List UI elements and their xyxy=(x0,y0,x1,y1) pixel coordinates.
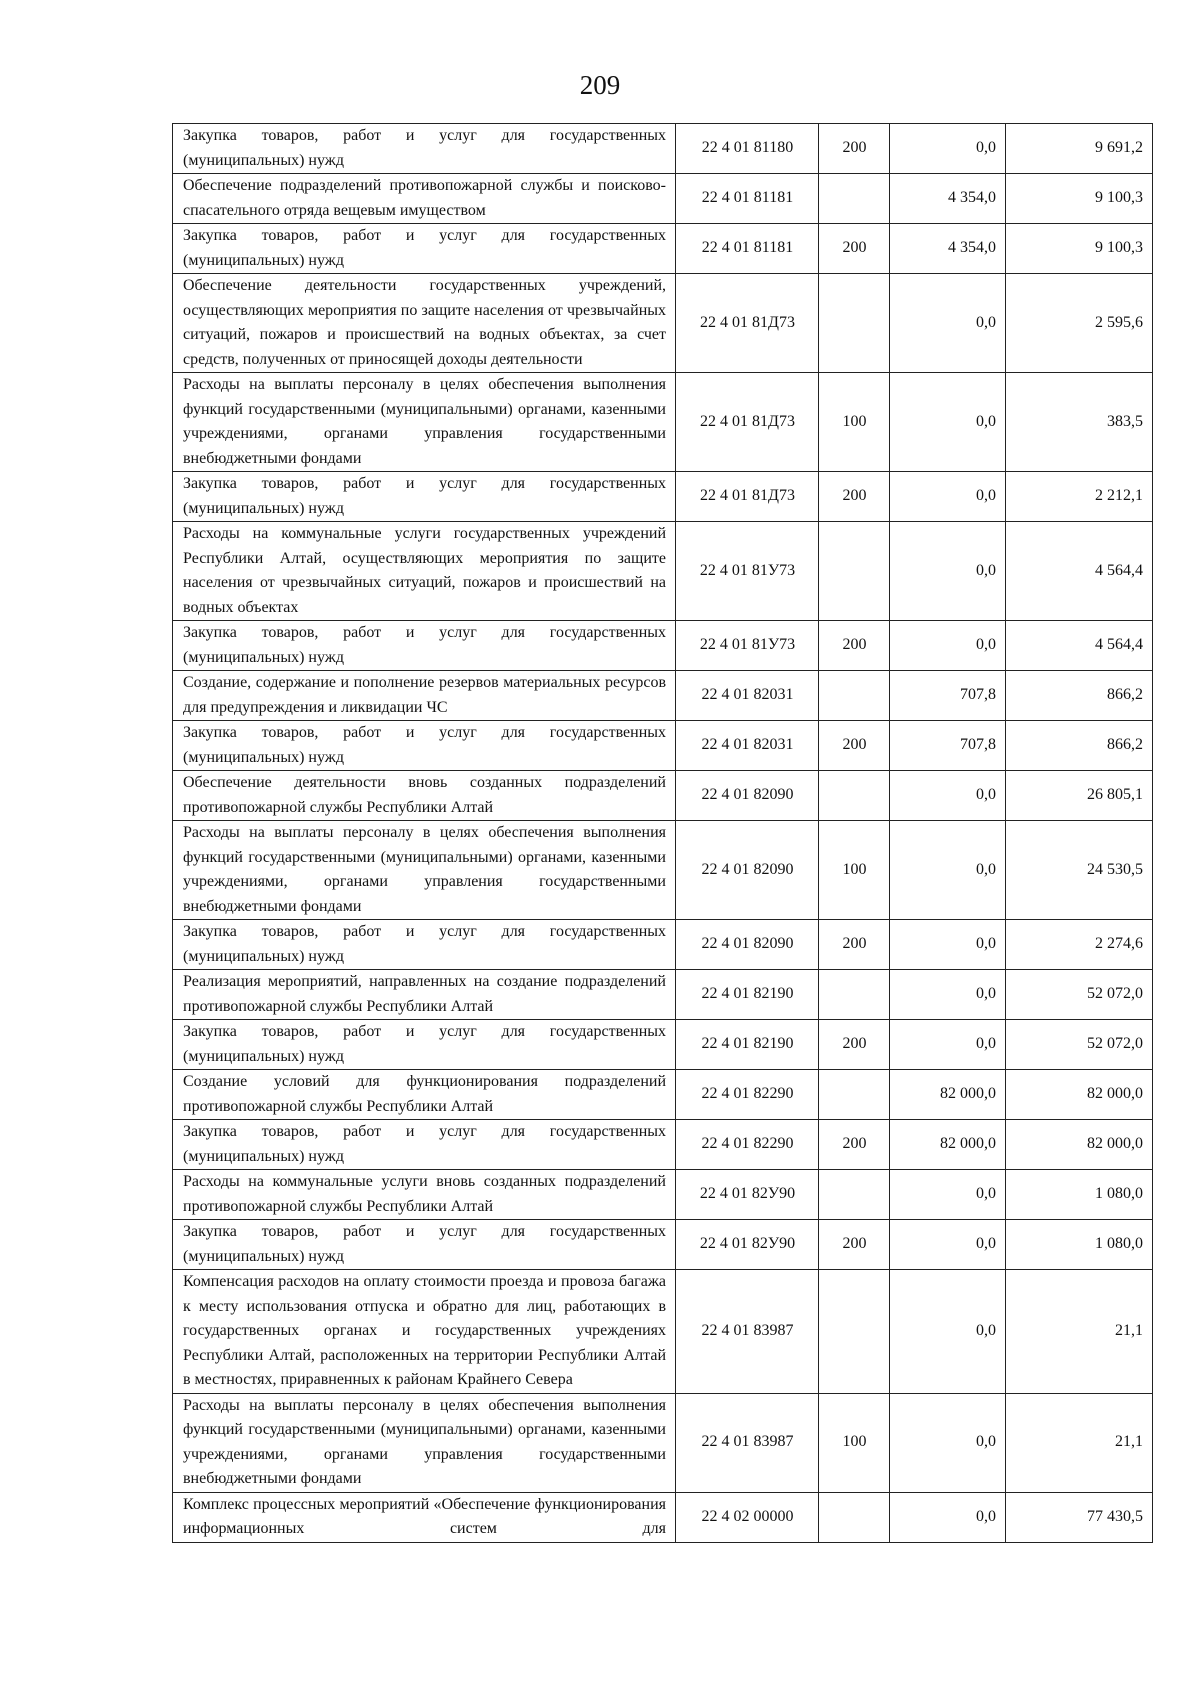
row-target-code: 22 4 01 81У73 xyxy=(676,621,819,671)
table-row xyxy=(173,1393,1153,1492)
row-expense-kind xyxy=(819,1492,890,1542)
row-target-code: 22 4 01 82190 xyxy=(676,1020,819,1070)
row-name: Компенсация расходов на оплату стоимости проезда и провоза багажа к месту использования отпуска и обратно для лиц, работающих в государственных органах и государственных учреждениях Республики Алтай, расположенных на территории Республики Алтай в местностях, приравненных к районам Крайнего Севера xyxy=(173,1270,676,1394)
row-amount-2: 383,5 xyxy=(1006,373,1153,472)
row-expense-kind xyxy=(819,1170,890,1220)
row-name: Закупка товаров, работ и услуг для государственных (муниципальных) нужд xyxy=(173,621,676,671)
row-expense-kind: 100 xyxy=(819,373,890,472)
row-amount-2: 1 080,0 xyxy=(1006,1170,1153,1220)
row-amount-2: 77 430,5 xyxy=(1006,1492,1153,1542)
row-target-code: 22 4 01 81181 xyxy=(676,224,819,274)
row-target-code: 22 4 01 81Д73 xyxy=(676,472,819,522)
row-target-code: 22 4 01 82290 xyxy=(676,1120,819,1170)
row-name: Закупка товаров, работ и услуг для государственных (муниципальных) нужд xyxy=(173,1220,676,1270)
row-expense-kind: 200 xyxy=(819,920,890,970)
page-number: 209 xyxy=(579,70,621,100)
row-target-code: 22 4 01 82090 xyxy=(676,821,819,920)
row-name: Закупка товаров, работ и услуг для государственных (муниципальных) нужд xyxy=(173,1020,676,1070)
table-row xyxy=(173,373,1153,472)
row-amount-2: 866,2 xyxy=(1006,671,1153,721)
row-target-code: 22 4 01 82090 xyxy=(676,920,819,970)
row-expense-kind: 200 xyxy=(819,472,890,522)
row-amount-1: 0,0 xyxy=(890,771,1006,821)
row-amount-2: 2 274,6 xyxy=(1006,920,1153,970)
row-amount-2: 82 000,0 xyxy=(1006,1070,1153,1120)
row-target-code: 22 4 01 82090 xyxy=(676,771,819,821)
table-row xyxy=(173,1220,1153,1270)
table-row xyxy=(173,224,1153,274)
row-name: Закупка товаров, работ и услуг для государственных (муниципальных) нужд xyxy=(173,721,676,771)
table-row xyxy=(173,1120,1153,1170)
row-amount-2: 9 100,3 xyxy=(1006,174,1153,224)
row-amount-1: 0,0 xyxy=(890,522,1006,621)
row-amount-2: 866,2 xyxy=(1006,721,1153,771)
table-row xyxy=(173,1170,1153,1220)
row-amount-1: 0,0 xyxy=(890,1270,1006,1394)
row-name: Закупка товаров, работ и услуг для государственных (муниципальных) нужд xyxy=(173,472,676,522)
row-target-code: 22 4 01 81У73 xyxy=(676,522,819,621)
row-amount-2: 52 072,0 xyxy=(1006,970,1153,1020)
row-amount-1: 0,0 xyxy=(890,1020,1006,1070)
row-expense-kind: 200 xyxy=(819,621,890,671)
row-target-code: 22 4 01 83987 xyxy=(676,1270,819,1394)
table-row xyxy=(173,970,1153,1020)
row-amount-1: 0,0 xyxy=(890,1393,1006,1492)
row-name: Комплекс процессных мероприятий «Обеспечение функционирования информационных систем для xyxy=(173,1492,676,1542)
row-amount-1: 0,0 xyxy=(890,970,1006,1020)
row-expense-kind xyxy=(819,274,890,373)
row-name: Расходы на выплаты персоналу в целях обеспечения выполнения функций государственными (муниципальными) органами, казенными учреждениями, органами управления государственными внебюджетными фондами xyxy=(173,821,676,920)
row-target-code: 22 4 01 82У90 xyxy=(676,1170,819,1220)
row-expense-kind xyxy=(819,771,890,821)
row-expense-kind xyxy=(819,522,890,621)
row-amount-1: 0,0 xyxy=(890,821,1006,920)
budget-table xyxy=(172,123,1153,1543)
row-amount-2: 4 564,4 xyxy=(1006,522,1153,621)
row-amount-2: 2 595,6 xyxy=(1006,274,1153,373)
row-target-code: 22 4 02 00000 xyxy=(676,1492,819,1542)
row-name: Расходы на выплаты персоналу в целях обеспечения выполнения функций государственными (муниципальными) органами, казенными учреждениями, органами управления государственными внебюджетными фондами xyxy=(173,373,676,472)
row-amount-2: 24 530,5 xyxy=(1006,821,1153,920)
table-row xyxy=(173,472,1153,522)
row-expense-kind: 100 xyxy=(819,821,890,920)
table-row xyxy=(173,124,1153,174)
row-amount-1: 0,0 xyxy=(890,373,1006,472)
row-name: Реализация мероприятий, направленных на создание подразделений противопожарной службы Республики Алтай xyxy=(173,970,676,1020)
row-amount-2: 1 080,0 xyxy=(1006,1220,1153,1270)
table-row xyxy=(173,771,1153,821)
row-name: Расходы на коммунальные услуги государственных учреждений Республики Алтай, осуществляющих мероприятия по защите населения от чрезвычайных ситуаций, пожаров и происшествий на водных объектах xyxy=(173,522,676,621)
row-expense-kind xyxy=(819,970,890,1020)
row-amount-1: 707,8 xyxy=(890,721,1006,771)
row-target-code: 22 4 01 81181 xyxy=(676,174,819,224)
row-amount-1: 0,0 xyxy=(890,124,1006,174)
row-name: Закупка товаров, работ и услуг для государственных (муниципальных) нужд xyxy=(173,1120,676,1170)
row-target-code: 22 4 01 81Д73 xyxy=(676,373,819,472)
row-expense-kind: 200 xyxy=(819,1020,890,1070)
row-amount-2: 4 564,4 xyxy=(1006,621,1153,671)
table-row xyxy=(173,174,1153,224)
row-expense-kind: 200 xyxy=(819,1120,890,1170)
row-name: Закупка товаров, работ и услуг для государственных (муниципальных) нужд xyxy=(173,920,676,970)
table-row xyxy=(173,721,1153,771)
row-amount-2: 82 000,0 xyxy=(1006,1120,1153,1170)
row-amount-2: 9 691,2 xyxy=(1006,124,1153,174)
row-expense-kind: 200 xyxy=(819,1220,890,1270)
row-amount-1: 0,0 xyxy=(890,1170,1006,1220)
row-name: Закупка товаров, работ и услуг для государственных (муниципальных) нужд xyxy=(173,124,676,174)
row-amount-2: 9 100,3 xyxy=(1006,224,1153,274)
row-amount-1: 0,0 xyxy=(890,621,1006,671)
table-row xyxy=(173,621,1153,671)
row-expense-kind: 200 xyxy=(819,124,890,174)
row-amount-2: 21,1 xyxy=(1006,1270,1153,1394)
row-name: Обеспечение деятельности государственных учреждений, осуществляющих мероприятия по защите населения от чрезвычайных ситуаций, пожаров и происшествий на водных объектах, за счет средств, полученных от приносящей доходы деятельности xyxy=(173,274,676,373)
row-expense-kind xyxy=(819,671,890,721)
row-expense-kind: 100 xyxy=(819,1393,890,1492)
row-target-code: 22 4 01 82031 xyxy=(676,721,819,771)
row-amount-1: 82 000,0 xyxy=(890,1070,1006,1120)
table-row xyxy=(173,1070,1153,1120)
row-amount-1: 82 000,0 xyxy=(890,1120,1006,1170)
row-expense-kind xyxy=(819,1070,890,1120)
row-expense-kind xyxy=(819,174,890,224)
table-row xyxy=(173,1020,1153,1070)
table-row xyxy=(173,1270,1153,1394)
table-row xyxy=(173,821,1153,920)
row-amount-1: 4 354,0 xyxy=(890,224,1006,274)
table-row xyxy=(173,920,1153,970)
row-target-code: 22 4 01 82290 xyxy=(676,1070,819,1120)
row-amount-1: 4 354,0 xyxy=(890,174,1006,224)
table-row xyxy=(173,522,1153,621)
table-row xyxy=(173,274,1153,373)
budget-table-body xyxy=(173,124,1153,1543)
row-amount-1: 0,0 xyxy=(890,920,1006,970)
row-target-code: 22 4 01 82У90 xyxy=(676,1220,819,1270)
row-target-code: 22 4 01 83987 xyxy=(676,1393,819,1492)
row-amount-1: 0,0 xyxy=(890,472,1006,522)
row-amount-1: 707,8 xyxy=(890,671,1006,721)
row-expense-kind xyxy=(819,1270,890,1394)
row-expense-kind: 200 xyxy=(819,721,890,771)
row-name: Расходы на выплаты персоналу в целях обеспечения выполнения функций государственными (муниципальными) органами, казенными учреждениями, органами управления государственными внебюджетными фондами xyxy=(173,1393,676,1492)
row-target-code: 22 4 01 81Д73 xyxy=(676,274,819,373)
row-target-code: 22 4 01 82031 xyxy=(676,671,819,721)
row-amount-2: 2 212,1 xyxy=(1006,472,1153,522)
row-target-code: 22 4 01 82190 xyxy=(676,970,819,1020)
row-name: Обеспечение деятельности вновь созданных подразделений противопожарной службы Республики Алтай xyxy=(173,771,676,821)
row-expense-kind: 200 xyxy=(819,224,890,274)
row-name: Закупка товаров, работ и услуг для государственных (муниципальных) нужд xyxy=(173,224,676,274)
row-amount-2: 52 072,0 xyxy=(1006,1020,1153,1070)
row-name: Расходы на коммунальные услуги вновь созданных подразделений противопожарной службы Республики Алтай xyxy=(173,1170,676,1220)
table-row xyxy=(173,671,1153,721)
row-amount-2: 26 805,1 xyxy=(1006,771,1153,821)
row-name: Создание условий для функционирования подразделений противопожарной службы Республики Алтай xyxy=(173,1070,676,1120)
row-amount-2: 21,1 xyxy=(1006,1393,1153,1492)
row-target-code: 22 4 01 81180 xyxy=(676,124,819,174)
row-amount-1: 0,0 xyxy=(890,1220,1006,1270)
row-name: Создание, содержание и пополнение резервов материальных ресурсов для предупреждения и ликвидации ЧС xyxy=(173,671,676,721)
row-amount-1: 0,0 xyxy=(890,274,1006,373)
table-row xyxy=(173,1492,1153,1542)
row-amount-1: 0,0 xyxy=(890,1492,1006,1542)
row-name: Обеспечение подразделений противопожарной службы и поисково-спасательного отряда вещевым имуществом xyxy=(173,174,676,224)
